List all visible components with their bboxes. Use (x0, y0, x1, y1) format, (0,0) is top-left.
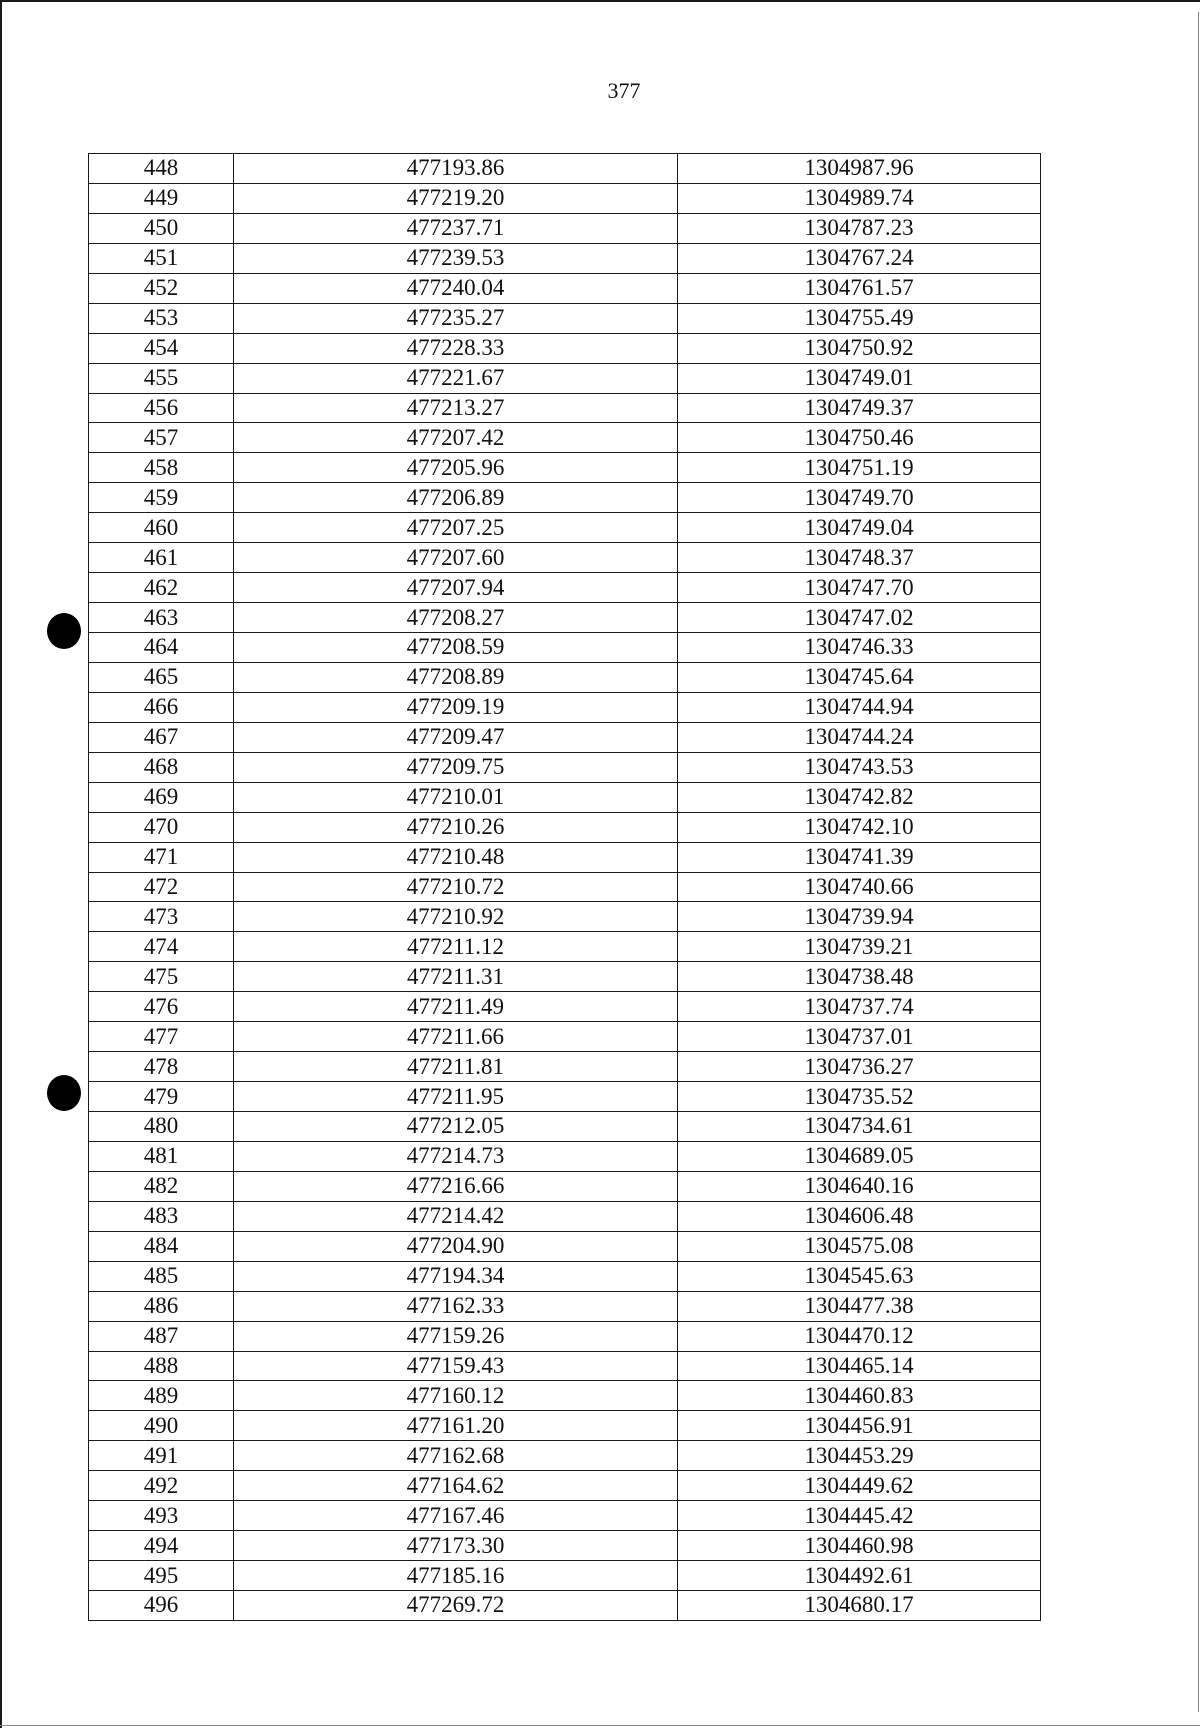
y-coordinate-cell: 1304545.63 (678, 1261, 1041, 1291)
table-row (89, 213, 1041, 243)
y-coordinate-cell: 1304735.52 (678, 1082, 1041, 1112)
x-coordinate-cell: 477228.33 (234, 333, 678, 363)
x-coordinate-cell: 477185.16 (234, 1561, 678, 1591)
table-row (89, 333, 1041, 363)
y-coordinate-cell: 1304989.74 (678, 183, 1041, 213)
point-number-cell: 485 (89, 1261, 234, 1291)
point-number-cell: 491 (89, 1441, 234, 1471)
y-coordinate-cell: 1304739.21 (678, 932, 1041, 962)
y-coordinate-cell: 1304470.12 (678, 1321, 1041, 1351)
x-coordinate-cell: 477211.81 (234, 1052, 678, 1082)
point-number-cell: 460 (89, 513, 234, 543)
table-row (89, 273, 1041, 303)
point-number-cell: 451 (89, 243, 234, 273)
point-number-cell: 494 (89, 1531, 234, 1561)
point-number-cell: 452 (89, 273, 234, 303)
table-row (89, 1291, 1041, 1321)
y-coordinate-cell: 1304477.38 (678, 1291, 1041, 1321)
point-number-cell: 487 (89, 1321, 234, 1351)
point-number-cell: 464 (89, 633, 234, 663)
x-coordinate-cell: 477207.42 (234, 423, 678, 453)
point-number-cell: 469 (89, 782, 234, 812)
x-coordinate-cell: 477162.68 (234, 1441, 678, 1471)
table-row (89, 303, 1041, 333)
point-number-cell: 474 (89, 932, 234, 962)
y-coordinate-cell: 1304744.94 (678, 692, 1041, 722)
table-row (89, 1561, 1041, 1591)
y-coordinate-cell: 1304460.98 (678, 1531, 1041, 1561)
scan-edge-top (0, 0, 1200, 2)
table-row (89, 633, 1041, 663)
point-number-cell: 462 (89, 573, 234, 603)
x-coordinate-cell: 477214.42 (234, 1201, 678, 1231)
table-row (89, 1141, 1041, 1171)
x-coordinate-cell: 477207.60 (234, 543, 678, 573)
point-number-cell: 461 (89, 543, 234, 573)
table-row (89, 183, 1041, 213)
table-row (89, 1201, 1041, 1231)
y-coordinate-cell: 1304456.91 (678, 1411, 1041, 1441)
x-coordinate-cell: 477210.26 (234, 812, 678, 842)
table-row (89, 782, 1041, 812)
point-number-cell: 466 (89, 692, 234, 722)
point-number-cell: 467 (89, 722, 234, 752)
table-row (89, 1321, 1041, 1351)
table-row (89, 483, 1041, 513)
point-number-cell: 482 (89, 1171, 234, 1201)
point-number-cell: 454 (89, 333, 234, 363)
table-row (89, 812, 1041, 842)
point-number-cell: 468 (89, 752, 234, 782)
y-coordinate-cell: 1304748.37 (678, 543, 1041, 573)
x-coordinate-cell: 477164.62 (234, 1471, 678, 1501)
x-coordinate-cell: 477212.05 (234, 1112, 678, 1142)
point-number-cell: 448 (89, 154, 234, 184)
table-row (89, 1171, 1041, 1201)
point-number-cell: 477 (89, 1022, 234, 1052)
table-row (89, 453, 1041, 483)
table-row (89, 363, 1041, 393)
table-row (89, 1411, 1041, 1441)
y-coordinate-cell: 1304740.66 (678, 872, 1041, 902)
table-row (89, 842, 1041, 872)
y-coordinate-cell: 1304736.27 (678, 1052, 1041, 1082)
y-coordinate-cell: 1304689.05 (678, 1141, 1041, 1171)
table-row (89, 513, 1041, 543)
point-number-cell: 488 (89, 1351, 234, 1381)
table-row (89, 423, 1041, 453)
y-coordinate-cell: 1304987.96 (678, 154, 1041, 184)
y-coordinate-cell: 1304453.29 (678, 1441, 1041, 1471)
x-coordinate-cell: 477214.73 (234, 1141, 678, 1171)
point-number-cell: 496 (89, 1591, 234, 1621)
x-coordinate-cell: 477219.20 (234, 183, 678, 213)
x-coordinate-cell: 477204.90 (234, 1231, 678, 1261)
x-coordinate-cell: 477210.01 (234, 782, 678, 812)
table-row (89, 872, 1041, 902)
x-coordinate-cell: 477237.71 (234, 213, 678, 243)
y-coordinate-cell: 1304761.57 (678, 273, 1041, 303)
table-row (89, 1022, 1041, 1052)
table-row (89, 752, 1041, 782)
table-row (89, 1441, 1041, 1471)
y-coordinate-cell: 1304680.17 (678, 1591, 1041, 1621)
x-coordinate-cell: 477211.31 (234, 962, 678, 992)
point-number-cell: 493 (89, 1501, 234, 1531)
x-coordinate-cell: 477209.47 (234, 722, 678, 752)
point-number-cell: 470 (89, 812, 234, 842)
y-coordinate-cell: 1304745.64 (678, 662, 1041, 692)
x-coordinate-cell: 477162.33 (234, 1291, 678, 1321)
x-coordinate-cell: 477211.66 (234, 1022, 678, 1052)
y-coordinate-cell: 1304606.48 (678, 1201, 1041, 1231)
table-row (89, 1261, 1041, 1291)
table-row (89, 992, 1041, 1022)
point-number-cell: 455 (89, 363, 234, 393)
x-coordinate-cell: 477161.20 (234, 1411, 678, 1441)
x-coordinate-cell: 477167.46 (234, 1501, 678, 1531)
table-row (89, 722, 1041, 752)
table-row (89, 1231, 1041, 1261)
x-coordinate-cell: 477211.12 (234, 932, 678, 962)
point-number-cell: 478 (89, 1052, 234, 1082)
y-coordinate-cell: 1304747.02 (678, 603, 1041, 633)
point-number-cell: 472 (89, 872, 234, 902)
table-row (89, 662, 1041, 692)
y-coordinate-cell: 1304449.62 (678, 1471, 1041, 1501)
y-coordinate-cell: 1304742.10 (678, 812, 1041, 842)
point-number-cell: 459 (89, 483, 234, 513)
y-coordinate-cell: 1304445.42 (678, 1501, 1041, 1531)
y-coordinate-cell: 1304743.53 (678, 752, 1041, 782)
x-coordinate-cell: 477208.89 (234, 662, 678, 692)
scan-edge-bottom (0, 1725, 1200, 1726)
scan-edge-left (0, 0, 2, 1728)
y-coordinate-cell: 1304741.39 (678, 842, 1041, 872)
point-number-cell: 490 (89, 1411, 234, 1441)
y-coordinate-cell: 1304750.92 (678, 333, 1041, 363)
table-row (89, 692, 1041, 722)
point-number-cell: 483 (89, 1201, 234, 1231)
table-row (89, 573, 1041, 603)
point-number-cell: 492 (89, 1471, 234, 1501)
x-coordinate-cell: 477269.72 (234, 1591, 678, 1621)
y-coordinate-cell: 1304749.70 (678, 483, 1041, 513)
x-coordinate-cell: 477194.34 (234, 1261, 678, 1291)
table-row (89, 1471, 1041, 1501)
point-number-cell: 457 (89, 423, 234, 453)
table-row (89, 243, 1041, 273)
table-row (89, 543, 1041, 573)
point-number-cell: 489 (89, 1381, 234, 1411)
punch-hole (47, 613, 81, 649)
point-number-cell: 479 (89, 1082, 234, 1112)
y-coordinate-cell: 1304465.14 (678, 1351, 1041, 1381)
y-coordinate-cell: 1304492.61 (678, 1561, 1041, 1591)
y-coordinate-cell: 1304749.04 (678, 513, 1041, 543)
x-coordinate-cell: 477221.67 (234, 363, 678, 393)
point-number-cell: 475 (89, 962, 234, 992)
point-number-cell: 495 (89, 1561, 234, 1591)
table-row (89, 1082, 1041, 1112)
point-number-cell: 486 (89, 1291, 234, 1321)
x-coordinate-cell: 477205.96 (234, 453, 678, 483)
table-row (89, 932, 1041, 962)
point-number-cell: 484 (89, 1231, 234, 1261)
y-coordinate-cell: 1304734.61 (678, 1112, 1041, 1142)
x-coordinate-cell: 477159.26 (234, 1321, 678, 1351)
table-row (89, 1591, 1041, 1621)
x-coordinate-cell: 477160.12 (234, 1381, 678, 1411)
x-coordinate-cell: 477207.94 (234, 573, 678, 603)
y-coordinate-cell: 1304767.24 (678, 243, 1041, 273)
x-coordinate-cell: 477206.89 (234, 483, 678, 513)
y-coordinate-cell: 1304742.82 (678, 782, 1041, 812)
y-coordinate-cell: 1304744.24 (678, 722, 1041, 752)
table-row (89, 154, 1041, 184)
table-row (89, 902, 1041, 932)
x-coordinate-cell: 477173.30 (234, 1531, 678, 1561)
point-number-cell: 450 (89, 213, 234, 243)
y-coordinate-cell: 1304739.94 (678, 902, 1041, 932)
point-number-cell: 463 (89, 603, 234, 633)
table-row (89, 1052, 1041, 1082)
table-row (89, 1531, 1041, 1561)
x-coordinate-cell: 477235.27 (234, 303, 678, 333)
x-coordinate-cell: 477216.66 (234, 1171, 678, 1201)
x-coordinate-cell: 477210.48 (234, 842, 678, 872)
x-coordinate-cell: 477159.43 (234, 1351, 678, 1381)
table-row (89, 1351, 1041, 1381)
coordinate-table (88, 153, 1041, 1621)
x-coordinate-cell: 477193.86 (234, 154, 678, 184)
point-number-cell: 456 (89, 393, 234, 423)
y-coordinate-cell: 1304746.33 (678, 633, 1041, 663)
point-number-cell: 458 (89, 453, 234, 483)
y-coordinate-cell: 1304737.01 (678, 1022, 1041, 1052)
x-coordinate-cell: 477239.53 (234, 243, 678, 273)
table-row (89, 1501, 1041, 1531)
x-coordinate-cell: 477213.27 (234, 393, 678, 423)
y-coordinate-cell: 1304460.83 (678, 1381, 1041, 1411)
y-coordinate-cell: 1304737.74 (678, 992, 1041, 1022)
x-coordinate-cell: 477209.19 (234, 692, 678, 722)
scan-edge-right (1198, 12, 1199, 1712)
y-coordinate-cell: 1304787.23 (678, 213, 1041, 243)
x-coordinate-cell: 477209.75 (234, 752, 678, 782)
x-coordinate-cell: 477210.72 (234, 872, 678, 902)
y-coordinate-cell: 1304749.37 (678, 393, 1041, 423)
table-row (89, 393, 1041, 423)
y-coordinate-cell: 1304738.48 (678, 962, 1041, 992)
y-coordinate-cell: 1304750.46 (678, 423, 1041, 453)
page-number: 377 (607, 78, 641, 103)
table-row (89, 962, 1041, 992)
x-coordinate-cell: 477211.95 (234, 1082, 678, 1112)
y-coordinate-cell: 1304755.49 (678, 303, 1041, 333)
point-number-cell: 480 (89, 1112, 234, 1142)
table-row (89, 1381, 1041, 1411)
table-row (89, 603, 1041, 633)
y-coordinate-cell: 1304749.01 (678, 363, 1041, 393)
x-coordinate-cell: 477240.04 (234, 273, 678, 303)
y-coordinate-cell: 1304640.16 (678, 1171, 1041, 1201)
point-number-cell: 449 (89, 183, 234, 213)
x-coordinate-cell: 477211.49 (234, 992, 678, 1022)
coordinate-table-body (89, 154, 1041, 1621)
point-number-cell: 481 (89, 1141, 234, 1171)
x-coordinate-cell: 477210.92 (234, 902, 678, 932)
point-number-cell: 453 (89, 303, 234, 333)
y-coordinate-cell: 1304575.08 (678, 1231, 1041, 1261)
x-coordinate-cell: 477208.27 (234, 603, 678, 633)
point-number-cell: 476 (89, 992, 234, 1022)
table-row (89, 1112, 1041, 1142)
point-number-cell: 465 (89, 662, 234, 692)
y-coordinate-cell: 1304751.19 (678, 453, 1041, 483)
point-number-cell: 471 (89, 842, 234, 872)
x-coordinate-cell: 477207.25 (234, 513, 678, 543)
punch-hole (47, 1075, 81, 1111)
x-coordinate-cell: 477208.59 (234, 633, 678, 663)
point-number-cell: 473 (89, 902, 234, 932)
y-coordinate-cell: 1304747.70 (678, 573, 1041, 603)
